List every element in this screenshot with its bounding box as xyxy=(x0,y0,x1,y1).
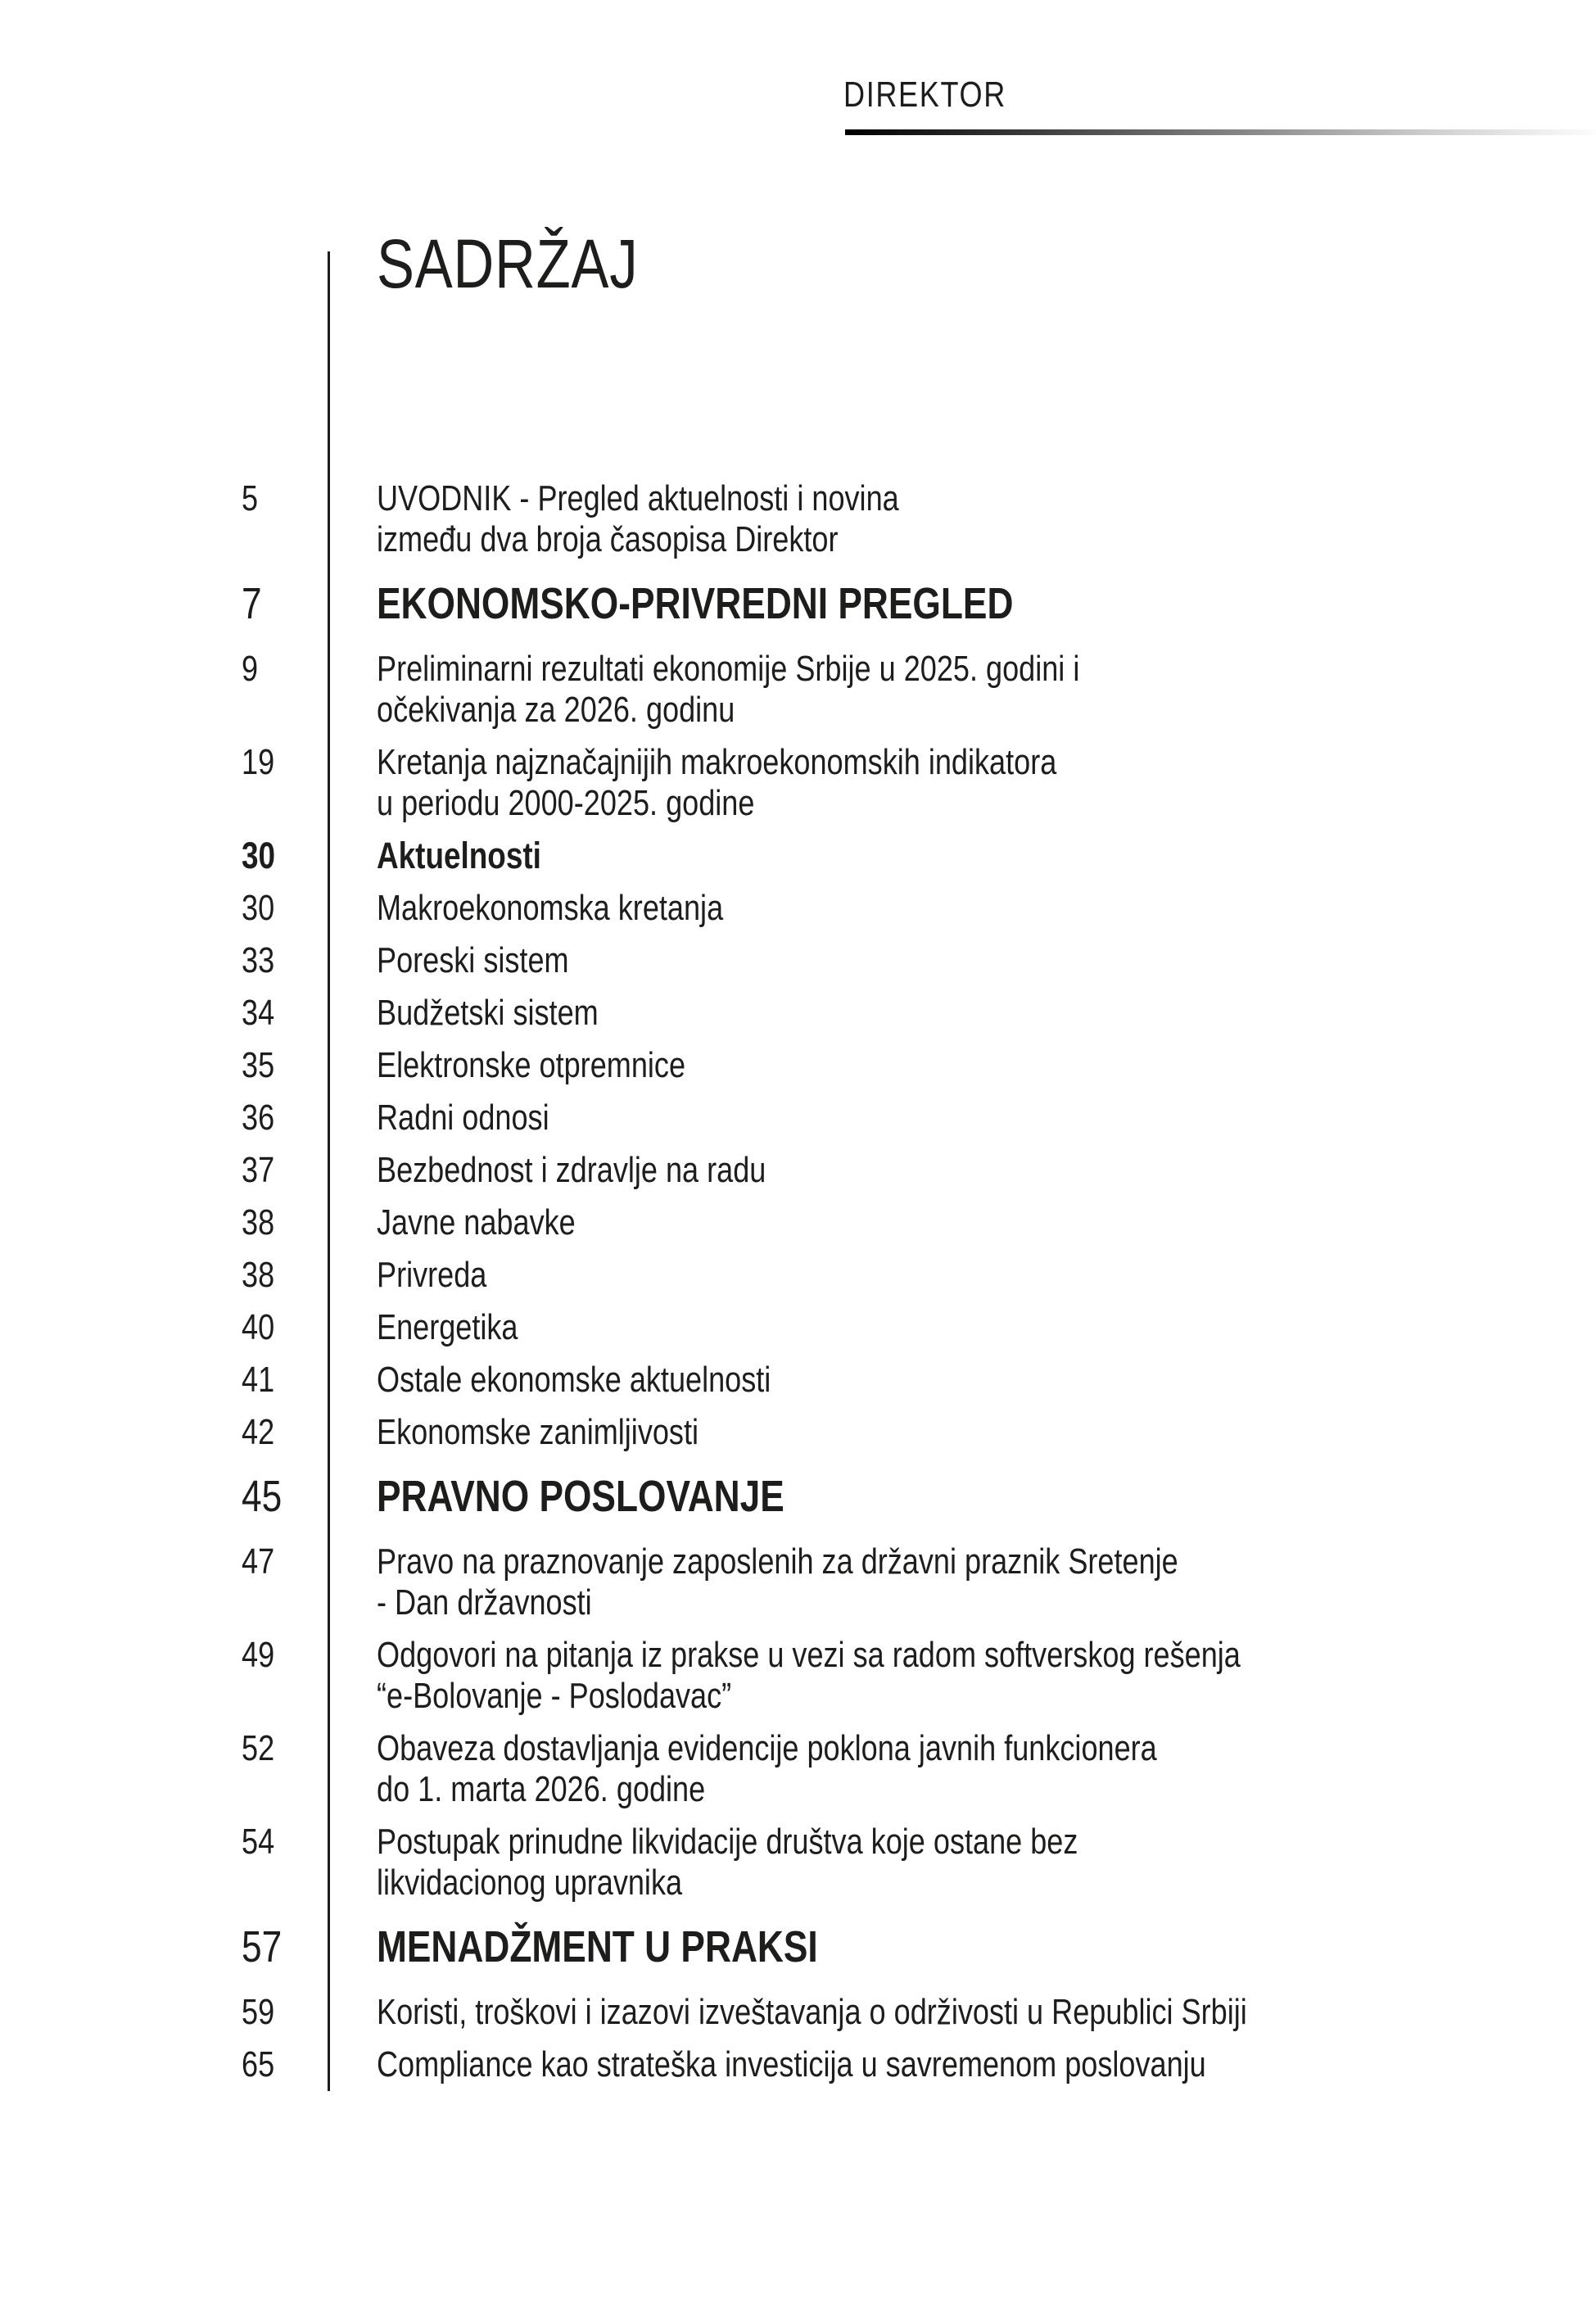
toc-row xyxy=(0,1307,1596,1348)
toc-row xyxy=(0,649,1596,731)
toc-row xyxy=(0,1822,1596,1903)
toc-entry-title xyxy=(377,478,1377,560)
toc-page-number: 52 xyxy=(242,1728,275,1768)
toc-page-number: 59 xyxy=(242,1992,275,2032)
toc-entry-title xyxy=(377,1098,1377,1138)
toc-page-number: 49 xyxy=(242,1635,275,1675)
toc-entry-line: Koristi, troškovi i izazovi izveštavanja o održivosti u Republici Srbiji xyxy=(377,1992,1247,2032)
toc-page-number: 37 xyxy=(242,1150,275,1190)
toc-row xyxy=(0,1473,1596,1519)
toc-page-number: 9 xyxy=(242,649,259,689)
toc-entry-line: Elektronske otpremnice xyxy=(377,1045,686,1085)
toc-row xyxy=(0,742,1596,824)
toc-entry-line: MENADŽMENT U PRAKSI xyxy=(377,1922,818,1971)
toc-entry-line: Radni odnosi xyxy=(377,1098,549,1138)
toc-entry-line: EKONOMSKO-PRIVREDNI PREGLED xyxy=(377,579,1014,628)
toc-entry-line: očekivanja za 2026. godinu xyxy=(377,690,735,730)
page-title: SADRŽAJ xyxy=(377,225,639,302)
toc-entry-title xyxy=(377,1360,1377,1401)
toc-row xyxy=(0,1412,1596,1453)
toc-entry-title xyxy=(377,1255,1377,1296)
toc-entry-title xyxy=(377,1924,1377,1970)
toc-row xyxy=(0,1924,1596,1970)
toc-row xyxy=(0,2044,1596,2085)
toc-page-number: 42 xyxy=(242,1412,275,1452)
toc-entry-title xyxy=(377,940,1377,981)
toc-entry-title xyxy=(377,1150,1377,1191)
toc-entry-line: u periodu 2000-2025. godine xyxy=(377,783,755,823)
magazine-title: DIREKTOR xyxy=(843,75,1006,115)
toc-entry-title xyxy=(377,581,1377,627)
toc-rows xyxy=(0,478,1596,2097)
toc-entry-line: Energetika xyxy=(377,1307,518,1347)
toc-page-number: 65 xyxy=(242,2044,275,2084)
toc-page-number: 30 xyxy=(242,888,275,928)
toc-row xyxy=(0,1202,1596,1243)
toc-page-number: 38 xyxy=(242,1202,275,1242)
toc-page-number: 34 xyxy=(242,993,275,1033)
toc-entry-title xyxy=(377,1822,1377,1903)
toc-entry-title xyxy=(377,1728,1377,1810)
toc-entry-line: Compliance kao strateška investicija u savremenom poslovanju xyxy=(377,2044,1206,2084)
toc-entry-title xyxy=(377,1307,1377,1348)
toc-row xyxy=(0,1728,1596,1810)
toc-page-number: 54 xyxy=(242,1822,275,1862)
toc-entry-line: Bezbednost i zdravlje na radu xyxy=(377,1150,766,1190)
toc-entry-title xyxy=(377,835,1377,876)
toc-page-number: 35 xyxy=(242,1045,275,1085)
toc-entry-line: Aktuelnosti xyxy=(377,835,541,876)
toc-entry-line: Makroekonomska kretanja xyxy=(377,888,724,928)
toc-entry-title xyxy=(377,1541,1377,1623)
toc-page-number: 38 xyxy=(242,1255,275,1295)
toc-page-number: 19 xyxy=(242,742,275,782)
toc-page-number: 41 xyxy=(242,1360,275,1400)
toc-entry-title xyxy=(377,1045,1377,1086)
toc-row xyxy=(0,1541,1596,1623)
toc-entry-line: Ekonomske zanimljivosti xyxy=(377,1412,699,1452)
toc-entry-line: između dva broja časopisa Direktor xyxy=(377,519,839,559)
toc-row xyxy=(0,940,1596,981)
toc-row xyxy=(0,1992,1596,2033)
toc-page-number: 30 xyxy=(242,835,276,876)
toc-entry-line: PRAVNO POSLOVANJE xyxy=(377,1472,784,1521)
toc-entry-line: Kretanja najznačajnijih makroekonomskih indikatora xyxy=(377,742,1057,782)
toc-entry-title xyxy=(377,1473,1377,1519)
toc-entry-title xyxy=(377,649,1377,731)
toc-row xyxy=(0,1045,1596,1086)
toc-entry-line: UVODNIK - Pregled aktuelnosti i novina xyxy=(377,478,899,518)
toc-row xyxy=(0,993,1596,1034)
toc-entry-line: Privreda xyxy=(377,1255,487,1295)
toc-entry-title xyxy=(377,888,1377,929)
toc-page-number: 40 xyxy=(242,1307,275,1347)
toc-page-number: 7 xyxy=(242,579,262,628)
toc-entry-title xyxy=(377,1992,1377,2033)
toc-entry-title xyxy=(377,742,1377,824)
toc-entry-title xyxy=(377,1635,1377,1717)
toc-entry-line: Poreski sistem xyxy=(377,940,569,980)
toc-entry-line: “e-Bolovanje - Poslodavac” xyxy=(377,1676,732,1716)
toc-page-number: 47 xyxy=(242,1541,275,1582)
toc-entry-line: Preliminarni rezultati ekonomije Srbije u 2025. godini i xyxy=(377,649,1080,689)
toc-entry-title xyxy=(377,1412,1377,1453)
toc-row xyxy=(0,835,1596,876)
toc-row xyxy=(0,581,1596,627)
toc-page-number: 33 xyxy=(242,940,275,980)
toc-row xyxy=(0,1150,1596,1191)
toc-entry-line: - Dan državnosti xyxy=(377,1582,592,1623)
toc-row xyxy=(0,1255,1596,1296)
toc-row xyxy=(0,888,1596,929)
toc-entry-line: likvidacionog upravnika xyxy=(377,1863,683,1903)
toc-entry-line: Javne nabavke xyxy=(377,1202,576,1242)
toc-row xyxy=(0,1098,1596,1138)
toc-entry-line: Postupak prinudne likvidacije društva koje ostane bez xyxy=(377,1822,1078,1862)
toc-entry-line: Ostale ekonomske aktuelnosti xyxy=(377,1360,771,1400)
toc-page-number: 57 xyxy=(242,1922,283,1971)
toc-entry-line: Budžetski sistem xyxy=(377,993,599,1033)
toc-entry-line: Obaveza dostavljanja evidencije poklona javnih funkcionera xyxy=(377,1728,1157,1768)
toc-row xyxy=(0,478,1596,560)
toc-row xyxy=(0,1635,1596,1717)
toc-page-number: 45 xyxy=(242,1472,283,1521)
toc-entry-title xyxy=(377,2044,1377,2085)
toc-entry-line: Odgovori na pitanja iz prakse u vezi sa radom softverskog rešenja xyxy=(377,1635,1241,1675)
masthead-gradient-rule xyxy=(845,129,1596,135)
toc-row xyxy=(0,1360,1596,1401)
toc-entry-title xyxy=(377,1202,1377,1243)
toc-page-number: 5 xyxy=(242,478,259,518)
toc-page-number: 36 xyxy=(242,1098,275,1138)
toc-entry-line: Pravo na praznovanje zaposlenih za državni praznik Sretenje xyxy=(377,1541,1178,1582)
toc-entry-line: do 1. marta 2026. godine xyxy=(377,1769,706,1809)
toc-entry-title xyxy=(377,993,1377,1034)
